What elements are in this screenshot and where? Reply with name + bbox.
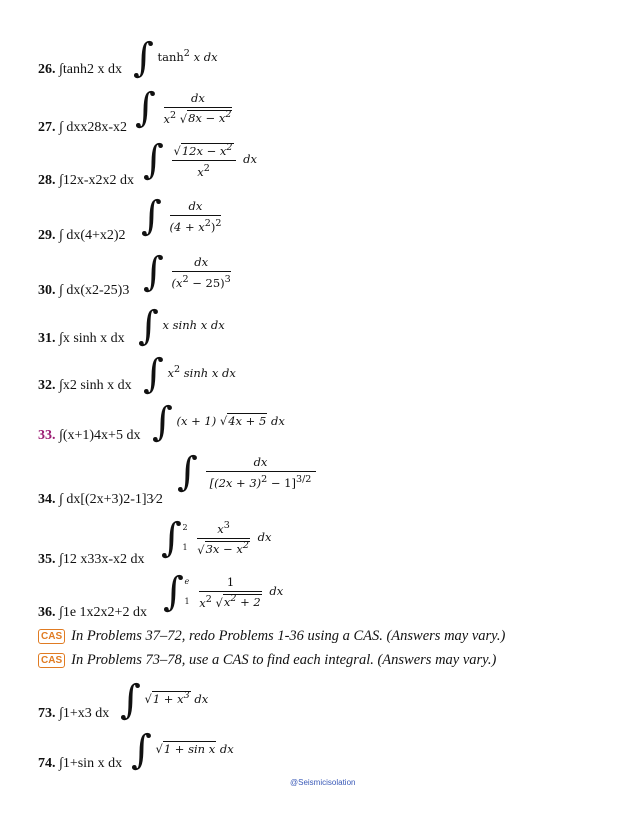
problem-36 — [38, 605, 147, 621]
radical: √1 + sin x — [155, 742, 216, 756]
formula-text: tanh — [157, 50, 184, 64]
problem-text: ∫x2 sinh x dx — [59, 378, 132, 393]
formula-text: (x + 1) — [176, 414, 217, 428]
problem-number: 33. — [38, 428, 56, 443]
watermark: @Seismicisolation — [290, 778, 356, 787]
problem-74 — [38, 756, 122, 772]
formula-29 — [141, 193, 225, 239]
problem-text: ∫12 x33x-x2 dx — [59, 552, 145, 567]
problem-text: ∫ dx(x2-25)3 — [59, 283, 130, 298]
formula-text: x — [167, 366, 174, 380]
problem-29 — [38, 228, 126, 244]
fraction — [197, 520, 250, 557]
problem-31 — [38, 331, 125, 347]
denominator: $(x^2 - 25)^3$ — [171, 273, 231, 290]
problem-text: ∫1e 1x2x2+2 dx — [59, 605, 147, 620]
fraction — [206, 455, 316, 490]
integral-sign: ∫ — [163, 569, 184, 615]
formula-73 — [120, 677, 209, 723]
problem-number: 32. — [38, 378, 56, 393]
formula-36 — [163, 569, 284, 615]
formula-35 — [161, 515, 272, 561]
formula-74 — [131, 727, 234, 773]
integral-limits: 2 1 — [182, 523, 188, 552]
integral-sign: ∫ — [141, 193, 162, 239]
problem-32 — [38, 378, 132, 394]
numerator: dx — [172, 255, 231, 272]
problem-26 — [38, 62, 122, 78]
problem-27 — [38, 120, 127, 136]
integral-sign: ∫ — [131, 727, 152, 773]
formula-text: dx — [243, 152, 258, 166]
formula-text: dx — [219, 742, 234, 756]
problem-text: ∫tanh2 x dx — [59, 62, 122, 77]
radicand: $8x - x^2$ — [188, 109, 232, 126]
problem-number: 27. — [38, 120, 56, 135]
problem-text: ∫x sinh x dx — [59, 331, 125, 346]
formula-26 — [133, 35, 218, 81]
formula-34 — [177, 449, 320, 495]
problem-text: ∫1+sin x dx — [59, 756, 123, 771]
fraction — [164, 91, 233, 126]
integral-sign: ∫ — [143, 351, 164, 397]
integral-sign: ∫ — [143, 137, 164, 183]
problem-text: ∫ dx(4+x2)2 — [59, 228, 126, 243]
formula-32 — [143, 351, 236, 397]
cas-note-text: In Problems 73–78, use a CAS to find each integral. (Answers may vary.) — [71, 652, 497, 668]
denominator: $[(2x + 3)^2 - 1]^{3/2}$ — [209, 473, 312, 490]
problem-30 — [38, 283, 129, 299]
radicand: $12x - x^2$ — [181, 141, 233, 158]
problem-number: 26. — [38, 62, 56, 77]
cas-badge: CAS — [38, 629, 65, 644]
exponent: 2 — [183, 48, 190, 60]
problem-text: ∫ dxx28x-x2 — [59, 120, 127, 135]
problem-34 — [38, 492, 163, 508]
cas-note-1 — [38, 628, 505, 645]
formula-33 — [152, 399, 285, 445]
numerator: dx — [206, 455, 316, 472]
fraction — [172, 142, 236, 179]
problem-number: 28. — [38, 173, 56, 188]
radical: √4x + 5 — [219, 414, 267, 428]
denominator: $√3x - x^2$ — [197, 540, 249, 557]
problem-number: 30. — [38, 283, 56, 298]
problem-text: ∫12x-x2x2 dx — [59, 173, 134, 188]
problem-number: 29. — [38, 228, 56, 243]
integral-sign: ∫ — [133, 35, 154, 81]
problem-number: 74. — [38, 756, 56, 771]
numerator: 1 — [199, 575, 261, 592]
numerator: $√12x - x^2$ — [172, 142, 236, 161]
problem-text: ∫ dx[(2x+3)2-1]3⁄2 — [59, 492, 163, 507]
formula-text: dx — [269, 584, 284, 598]
problem-number: 34. — [38, 492, 56, 507]
formula-text: x sinh x dx — [162, 318, 225, 332]
numerator: dx — [170, 199, 222, 216]
formula-28 — [143, 137, 258, 183]
problem-35 — [38, 552, 145, 568]
denominator: $(4 + x^2)^2$ — [169, 217, 222, 234]
integral-sign: ∫ — [152, 399, 173, 445]
problem-text: ∫(x+1)4x+5 dx — [59, 428, 141, 443]
integral-sign: ∫ — [143, 249, 164, 295]
integral-limits: e 1 — [184, 577, 190, 606]
problem-text: ∫1+x3 dx — [59, 706, 110, 721]
integral-sign: ∫ — [177, 449, 198, 495]
denominator: $x^2$ $√x^2 + 2$ — [199, 593, 261, 610]
problem-number: 31. — [38, 331, 56, 346]
integral-sign: ∫ — [135, 85, 156, 131]
fraction — [199, 575, 261, 610]
problem-73 — [38, 706, 109, 722]
problem-number: 73. — [38, 706, 56, 721]
exponent: 2 — [174, 364, 181, 376]
integral-sign: ∫ — [138, 303, 159, 349]
formula-text: sinh x dx — [180, 366, 236, 380]
problem-number: 35. — [38, 552, 56, 567]
cas-badge: CAS — [38, 653, 65, 668]
problem-number: 36. — [38, 605, 56, 620]
problem-33 — [38, 428, 140, 444]
formula-30 — [143, 249, 235, 295]
integral-sign: ∫ — [161, 515, 182, 561]
denominator: $x^2$ $√8x - x^2$ — [163, 109, 232, 126]
formula-text: x dx — [193, 50, 218, 64]
cas-note-2 — [38, 652, 496, 669]
denominator: $x^2$ — [197, 162, 210, 179]
fraction — [172, 255, 231, 290]
problem-28 — [38, 173, 134, 189]
fraction — [170, 199, 222, 234]
cas-note-text: In Problems 37–72, redo Problems 1-36 using a CAS. (Answers may vary.) — [71, 628, 506, 644]
formula-text: dx — [194, 692, 209, 706]
integral-sign: ∫ — [120, 677, 141, 723]
formula-text: dx — [270, 414, 285, 428]
formula-text: dx — [257, 530, 272, 544]
formula-31 — [138, 303, 225, 349]
radical: $√1 + x^3$ — [144, 690, 190, 706]
numerator: $x^3$ — [197, 520, 250, 539]
numerator: dx — [164, 91, 233, 108]
formula-27 — [135, 85, 236, 131]
